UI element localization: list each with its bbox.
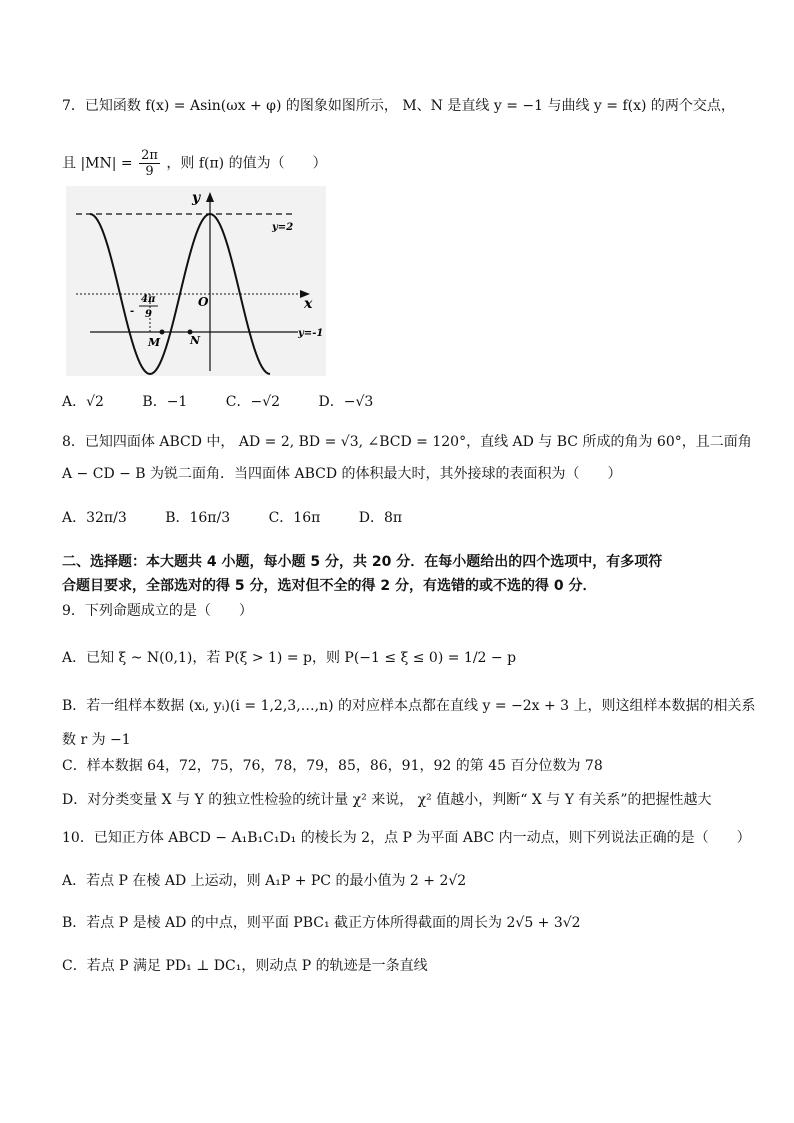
q7-fraction	[139, 148, 160, 179]
q7-frac-den: 9	[145, 164, 154, 179]
q9-option-d[interactable]: D．对分类变量 X 与 Y 的独立性检验的统计量 χ² 来说， χ² 值越小，判断“ X 与 Y 有关系”的把握性越大	[62, 792, 712, 808]
q10-option-b[interactable]: B．若点 P 是棱 AD 的中点，则平面 PBC₁ 截正方体所得截面的周长为 2√5 + 3√2	[62, 915, 581, 931]
q8-stem-line2: A − CD − B 为锐二面角．当四面体 ABCD 的体积最大时，其外接球的表面积为（ ）	[62, 466, 622, 482]
point-m-label: M	[148, 336, 161, 349]
q9-stem: 9．下列命题成立的是（ ）	[62, 603, 253, 619]
q8-options	[62, 508, 436, 528]
label-ym1: y=-1	[298, 328, 324, 339]
q9-option-a[interactable]: A．已知 ξ ~ N(0,1)，若 P(ξ > 1) = p，则 P(−1 ≤ ξ ≤ 0) = 1/2 − p	[62, 650, 517, 666]
q7-option-c[interactable]: C．−√2	[225, 394, 281, 410]
q9-option-b-line2[interactable]: 数 r 为 −1	[62, 732, 131, 748]
q10-option-a[interactable]: A．若点 P 在棱 AD 上运动，则 A₁P + PC 的最小值为 2 + 2√2	[62, 873, 467, 889]
label-y2: y=2	[272, 222, 294, 233]
q8-stem-line1: 8．已知四面体 ABCD 中， AD = 2, BD = √3, ∠BCD = 120°，直线 AD 与 BC 所成的角为 60°，且二面角	[62, 434, 752, 450]
q8-option-a[interactable]: A．32π/3	[62, 510, 127, 526]
q10-option-c[interactable]: C．若点 P 满足 PD₁ ⊥ DC₁，则动点 P 的轨迹是一条直线	[62, 958, 428, 974]
q8-option-d[interactable]: D．8π	[358, 510, 403, 526]
q7-option-a[interactable]: A．√2	[62, 394, 104, 410]
q8-option-b[interactable]: B．16π/3	[165, 510, 231, 526]
sine-graph	[66, 186, 326, 376]
section2-heading-line2: 合题目要求，全部选对的得 5 分，选对但不全的得 2 分，有选错的或不选的得 0 分．	[62, 578, 597, 594]
tick-denominator: 9	[145, 309, 152, 320]
y-axis-label: y	[192, 190, 201, 206]
tick-sign: -	[130, 306, 135, 317]
q8-option-c[interactable]: C．16π	[268, 510, 321, 526]
tick-numerator: 4π	[141, 294, 156, 305]
section2-heading-line1: 二、选择题：本大题共 4 小题，每小题 5 分，共 20 分．在每小题给出的四个选项中，有多项符	[62, 554, 663, 570]
point-n-label: N	[190, 334, 201, 347]
q7-line2-post: ，则 f(π) 的值为（ ）	[166, 155, 327, 172]
q9-option-b-line1[interactable]: B．若一组样本数据 (xᵢ, yᵢ)(i = 1,2,3,…,n) 的对应样本点都在直线 y = −2x + 3 上，则这组样本数据的相关系	[62, 698, 756, 714]
q7-frac-num: 2π	[141, 148, 158, 163]
origin-label: O	[198, 295, 209, 309]
q9-option-c[interactable]: C．样本数据 64，72，75，76，78，79，85，86，91，92 的第 45 百分位数为 78	[62, 758, 603, 774]
q7-options	[62, 392, 407, 412]
q10-stem: 10．已知正方体 ABCD − A₁B₁C₁D₁ 的棱长为 2，点 P 为平面 ABC 内一动点，则下列说法正确的是（ ）	[62, 830, 751, 846]
q7-option-d[interactable]: D．−√3	[318, 394, 374, 410]
q7-stem-line1: 7．已知函数 f(x) = Asin(ωx + φ) 的图象如图所示， M、N 是直线 y = −1 与曲线 y = f(x) 的两个交点，	[62, 98, 735, 114]
x-axis-label: x	[304, 296, 313, 312]
q7-line2-pre: 且 |MN| =	[62, 155, 133, 172]
point-m-dot	[160, 330, 165, 335]
q7-stem-line2	[62, 148, 327, 179]
q7-option-b[interactable]: B．−1	[142, 394, 188, 410]
